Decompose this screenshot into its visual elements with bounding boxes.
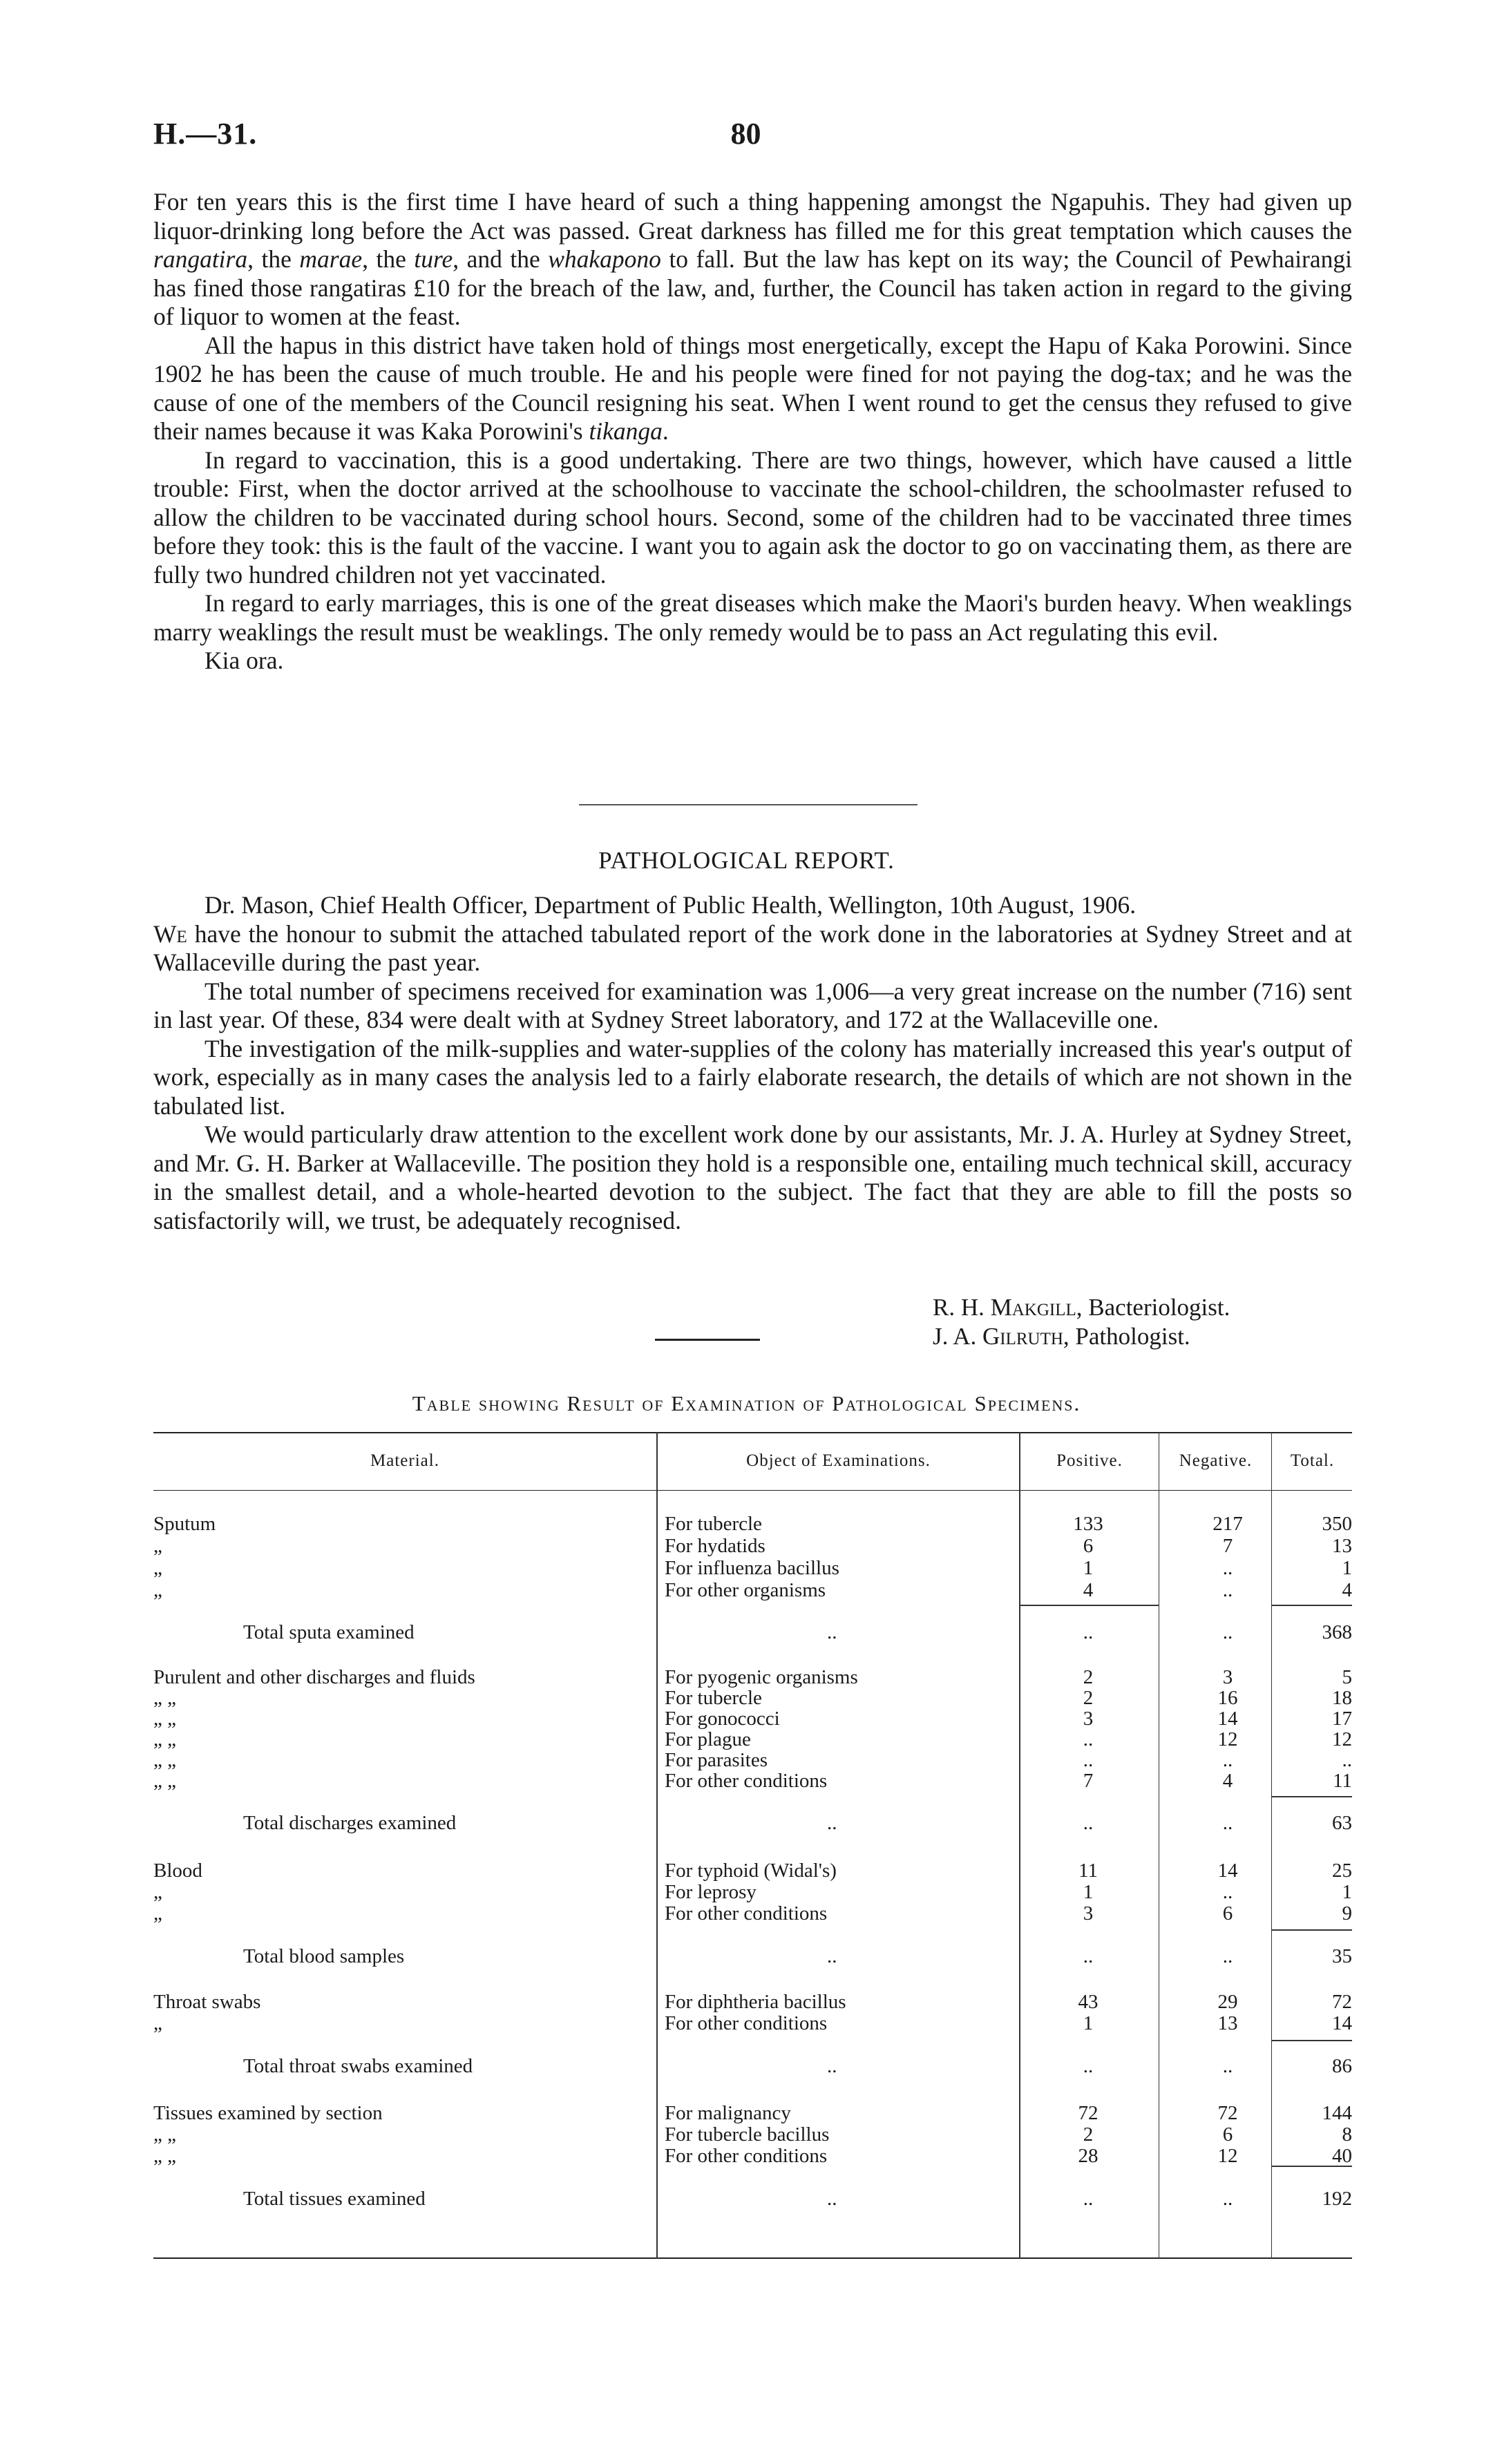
- total-cell: 18: [1332, 1687, 1352, 1709]
- total-cell: 72: [1332, 1991, 1352, 2013]
- report-addressee: Dr. Mason, Chief Health Officer, Department of Public Health, Wellington, 10th August, 1906.: [205, 891, 1137, 919]
- table-row: [153, 1667, 1352, 1688]
- col-header-positive: Positive.: [1056, 1451, 1123, 1470]
- object-cell: For other conditions: [665, 2145, 828, 2167]
- page-number: 80: [730, 117, 761, 151]
- positive-cell: ..: [1083, 1945, 1094, 1967]
- material-cell: Blood: [153, 1860, 202, 1882]
- table-row: [153, 2146, 1352, 2167]
- total-label: Total throat swabs examined: [243, 2055, 473, 2077]
- positive-cell: 28: [1078, 2145, 1099, 2167]
- table-header-rule: [153, 1490, 1352, 1491]
- object-cell: For gonococci: [665, 1708, 780, 1730]
- report-paragraph-1: We have the honour to submit the attached tabulated report of the work done in the laboratories at Sydney Street and at Wallaceville during the past year.: [153, 919, 1352, 976]
- positive-cell: 2: [1083, 2123, 1094, 2146]
- negative-cell: ..: [1222, 1579, 1233, 1601]
- negative-cell: ..: [1222, 1881, 1233, 1903]
- letter-paragraph-4: In regard to early marriages, this is one of the great diseases which make the Maori's burden heavy. When weaklings marry weaklings the result must be weaklings. The only remedy would be to pass an Act regulating this evil.: [153, 589, 1352, 646]
- object-cell: For leprosy: [665, 1881, 757, 1903]
- report-paragraph-3: The investigation of the milk-supplies and water-supplies of the colony has materially increased this year's output of work, especially as in many cases the analysis led to a fairly elaborate research, the details of which are not shown in the tabulated list.: [153, 1034, 1352, 1120]
- table-row: [153, 1688, 1352, 1709]
- negative-cell: 13: [1217, 2012, 1238, 2034]
- material-cell: „: [153, 1579, 162, 1601]
- table-row: [153, 1536, 1352, 1557]
- object-cell: For influenza bacillus: [665, 1557, 839, 1579]
- report-body: [153, 891, 1352, 1235]
- negative-cell: ..: [1222, 1621, 1233, 1643]
- total-cell: ..: [1342, 1749, 1352, 1771]
- positive-cell: ..: [1083, 1621, 1094, 1643]
- table-total-row: [153, 2056, 1352, 2077]
- table-total-row: [153, 1622, 1352, 1643]
- table-row: [153, 1580, 1352, 1601]
- positive-cell: ..: [1083, 2055, 1094, 2077]
- negative-cell: ..: [1222, 1557, 1233, 1579]
- subtotal-rule: [1271, 1796, 1352, 1797]
- col-header-negative: Negative.: [1179, 1451, 1253, 1470]
- material-cell: Sputum: [153, 1513, 216, 1535]
- negative-cell: 217: [1213, 1513, 1243, 1535]
- total-cell: 63: [1332, 1812, 1352, 1834]
- total-cell: 1: [1342, 1557, 1352, 1579]
- positive-cell: 6: [1083, 1535, 1094, 1557]
- total-cell: 4: [1342, 1579, 1352, 1601]
- positive-cell: ..: [1083, 1749, 1094, 1771]
- signature-dash: [655, 1339, 760, 1341]
- negative-cell: 12: [1217, 2145, 1238, 2167]
- negative-cell: 72: [1217, 2102, 1238, 2124]
- total-label: Total tissues examined: [243, 2188, 426, 2210]
- object-cell: For typhoid (Widal's): [665, 1860, 837, 1882]
- col-header-total: Total.: [1290, 1451, 1335, 1470]
- negative-cell: ..: [1222, 1749, 1233, 1771]
- material-cell: „: [153, 1557, 162, 1579]
- report-paragraph-2: The total number of specimens received for examination was 1,006—a very great increase on the number (716) sent in last year. Of these, 834 were dealt with at Sydney Street laboratory, and 172 at the Wallaceville one.: [153, 977, 1352, 1033]
- material-cell: „ „: [153, 1708, 176, 1730]
- material-cell: „: [153, 2012, 162, 2034]
- positive-cell: 11: [1078, 1860, 1098, 1882]
- table-row: [153, 1992, 1352, 2013]
- material-cell: „ „: [153, 2145, 176, 2167]
- positive-cell: 2: [1083, 1687, 1094, 1709]
- series-number: H.—31.: [153, 117, 258, 151]
- table-row: [153, 2013, 1352, 2034]
- table-row: [153, 1860, 1352, 1882]
- table-top-rule: [153, 1432, 1352, 1433]
- letter-paragraph-3: In regard to vaccination, this is a good undertaking. There are two things, however, which have caused a little trouble: First, when the doctor arrived at the schoolhouse to vaccinate the school-children, the schoolmaster refused to allow the children to be vaccinated during school hours. Second, some of the children had to be vaccinated three times before they took: this is the fault of the vaccine. I want you to again ask the doctor to go on vaccinating them, as there are fully two hundred children not yet vaccinated.: [153, 446, 1352, 589]
- total-cell: 144: [1322, 2102, 1352, 2124]
- negative-cell: 12: [1217, 1728, 1238, 1750]
- total-cell: 8: [1342, 2123, 1352, 2146]
- letter-body: [153, 188, 1352, 676]
- object-cell: For diphtheria bacillus: [665, 1991, 846, 2013]
- total-cell: 368: [1322, 1621, 1352, 1643]
- positive-cell: 72: [1078, 2102, 1099, 2124]
- positive-cell: 4: [1083, 1579, 1094, 1601]
- table-row: [153, 2124, 1352, 2146]
- material-cell: Purulent and other discharges and fluids: [153, 1666, 475, 1688]
- object-cell: For other conditions: [665, 1902, 828, 1925]
- positive-cell: 43: [1078, 1991, 1099, 2013]
- negative-cell: ..: [1222, 1945, 1233, 1967]
- negative-cell: ..: [1222, 2188, 1233, 2210]
- object-cell: ..: [827, 2055, 837, 2077]
- object-cell: For tubercle bacillus: [665, 2123, 830, 2146]
- total-cell: 5: [1342, 1666, 1352, 1688]
- table-row: [153, 2103, 1352, 2124]
- total-cell: 17: [1332, 1708, 1352, 1730]
- object-cell: ..: [827, 1812, 837, 1834]
- col-header-object: Object of Examinations.: [746, 1451, 931, 1470]
- subtotal-rule: [1271, 1929, 1352, 1931]
- positive-cell: 133: [1073, 1513, 1103, 1535]
- table-total-row: [153, 2188, 1352, 2210]
- table-row: [153, 1558, 1352, 1579]
- positive-cell: ..: [1083, 2188, 1094, 2210]
- object-cell: For plague: [665, 1728, 751, 1750]
- material-cell: „ „: [153, 1687, 176, 1709]
- report-opening-word: We: [153, 919, 187, 948]
- object-cell: ..: [827, 2188, 837, 2210]
- total-cell: 9: [1342, 1902, 1352, 1925]
- positive-cell: ..: [1083, 1728, 1094, 1750]
- total-cell: 86: [1332, 2055, 1352, 2077]
- negative-cell: 4: [1222, 1770, 1233, 1792]
- material-cell: „ „: [153, 2123, 176, 2146]
- negative-cell: 7: [1222, 1535, 1233, 1557]
- page-header: [153, 116, 1338, 157]
- negative-cell: 14: [1217, 1708, 1238, 1730]
- object-cell: ..: [827, 1621, 837, 1643]
- table-row: [153, 1882, 1352, 1903]
- signature-2: J. A. Gilruth, Pathologist.: [933, 1323, 1190, 1350]
- object-cell: For pyogenic organisms: [665, 1666, 858, 1688]
- negative-cell: 16: [1217, 1687, 1238, 1709]
- object-cell: For other organisms: [665, 1579, 826, 1601]
- subtotal-rule: [1019, 1605, 1159, 1606]
- total-cell: 35: [1332, 1945, 1352, 1967]
- negative-cell: 3: [1222, 1666, 1233, 1688]
- report-title: PATHOLOGICAL REPORT.: [598, 847, 895, 874]
- object-cell: For tubercle: [665, 1687, 762, 1709]
- object-cell: For hydatids: [665, 1535, 765, 1557]
- table-row: [153, 1750, 1352, 1771]
- total-cell: 11: [1333, 1770, 1352, 1792]
- negative-cell: 6: [1222, 1902, 1233, 1925]
- positive-cell: 2: [1083, 1666, 1094, 1688]
- positive-cell: 3: [1083, 1902, 1094, 1925]
- total-label: Total blood samples: [243, 1945, 405, 1967]
- object-cell: For parasites: [665, 1749, 768, 1771]
- report-paragraph-4: We would particularly draw attention to the excellent work done by our assistants, Mr. J. A. Hurley at Sydney Street, and Mr. G. H. Barker at Wallaceville. The position they hold is a responsible one, entailing much technical skill, accuracy in the smallest detail, and a whole-hearted devotion to the subject. The fact that they are able to fill the posts so satisfactorily will, we trust, be adequately recognised.: [153, 1120, 1352, 1234]
- total-cell: 1: [1342, 1881, 1352, 1903]
- positive-cell: 1: [1083, 1557, 1094, 1579]
- signature-1: R. H. Makgill, Bacteriologist.: [933, 1294, 1230, 1321]
- table-total-row: [153, 1946, 1352, 1967]
- negative-cell: 6: [1222, 2123, 1233, 2146]
- positive-cell: 7: [1083, 1770, 1094, 1792]
- material-cell: „: [153, 1902, 162, 1925]
- letter-closing: Kia ora.: [205, 647, 284, 674]
- total-cell: 40: [1332, 2145, 1352, 2167]
- total-cell: 25: [1332, 1860, 1352, 1882]
- positive-cell: 3: [1083, 1708, 1094, 1730]
- negative-cell: 29: [1217, 1991, 1238, 2013]
- material-cell: „ „: [153, 1770, 176, 1792]
- table-bottom-rule: [153, 2257, 1352, 2259]
- subtotal-rule: [1271, 2040, 1352, 2041]
- object-cell: For other conditions: [665, 2012, 828, 2034]
- total-cell: 192: [1322, 2188, 1352, 2210]
- material-cell: „ „: [153, 1728, 176, 1750]
- table-total-row: [153, 1813, 1352, 1834]
- table-title: Table showing Result of Examination of Pathological Specimens.: [412, 1391, 1081, 1415]
- letter-paragraph-1: For ten years this is the first time I have heard of such a thing happening amongst the Ngapuhis. They had given up liquor-drinking long before the Act was passed. Great darkness has filled me for this great temptation which causes the rangatira, the marae, the ture, and the whakapono to fall. But the law has kept on its way; the Council of Pewhairangi has fined those rangatiras £10 for the breach of the law, and, further, the Council has taken action in regard to the giving of liquor to women at the feast.: [153, 188, 1352, 330]
- positive-cell: 1: [1083, 1881, 1094, 1903]
- total-cell: 12: [1332, 1728, 1352, 1750]
- total-cell: 14: [1332, 2012, 1352, 2034]
- object-cell: For malignancy: [665, 2102, 791, 2124]
- object-cell: ..: [827, 1945, 837, 1967]
- table-row: [153, 1770, 1352, 1792]
- total-cell: 13: [1332, 1535, 1352, 1557]
- negative-cell: 14: [1217, 1860, 1238, 1882]
- section-divider: [579, 804, 917, 805]
- subtotal-rule: [1271, 1605, 1352, 1606]
- table-row: [153, 1729, 1352, 1750]
- material-cell: „ „: [153, 1749, 176, 1771]
- material-cell: „: [153, 1535, 162, 1557]
- letter-paragraph-2: All the hapus in this district have taken hold of things most energetically, except the Hapu of Kaka Porowini. Since 1902 he has been the cause of much trouble. He and his people were fined for not paying the dog-tax; and he was the cause of one of the members of the Council resigning his seat. When I went round to get the census they refused to give their names because it was Kaka Porowini's tikanga.: [153, 331, 1352, 445]
- col-header-material: Material.: [370, 1451, 439, 1470]
- material-cell: „: [153, 1881, 162, 1903]
- specimens-table: [153, 1432, 1352, 2259]
- material-cell: Tissues examined by section: [153, 2102, 383, 2124]
- positive-cell: 1: [1083, 2012, 1094, 2034]
- total-cell: 350: [1322, 1513, 1352, 1535]
- material-cell: Throat swabs: [153, 1991, 261, 2013]
- positive-cell: ..: [1083, 1812, 1094, 1834]
- object-cell: For other conditions: [665, 1770, 828, 1792]
- total-label: Total sputa examined: [243, 1621, 415, 1643]
- negative-cell: ..: [1222, 2055, 1233, 2077]
- total-label: Total discharges examined: [243, 1812, 457, 1834]
- object-cell: For tubercle: [665, 1513, 762, 1535]
- table-row: [153, 1513, 1352, 1535]
- negative-cell: ..: [1222, 1812, 1233, 1834]
- table-row: [153, 1708, 1352, 1730]
- table-row: [153, 1903, 1352, 1925]
